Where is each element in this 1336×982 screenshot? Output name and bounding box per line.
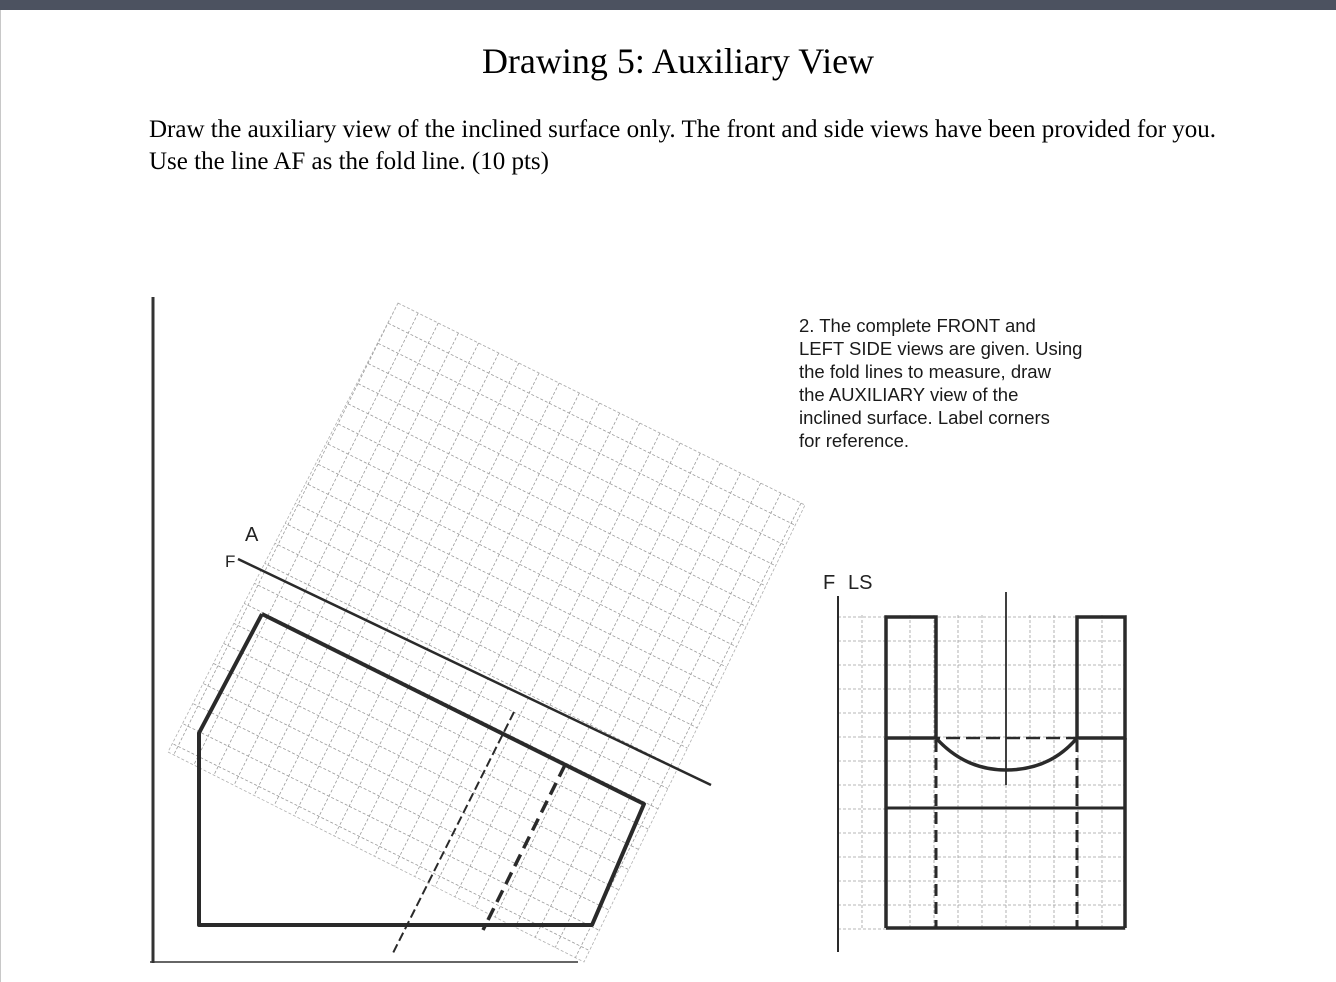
fold-label-f: F [225,552,236,571]
front-view-hidden-line [483,765,565,930]
grid-line [0,507,904,982]
grid-line [220,0,1020,982]
grid-line [381,0,1181,982]
grid-line [199,0,999,982]
grid-line [240,0,1040,982]
auxiliary-grid-border [168,303,805,962]
side-view-left-upright [886,617,936,738]
grid-line [0,64,1124,864]
grid-line [582,0,1336,982]
grid-line [320,0,1120,982]
grid-line [18,0,818,982]
side-view-right-upright [1077,617,1125,738]
page-title: Drawing 5: Auxiliary View [481,41,875,81]
grid-line [38,0,838,982]
fold-label-a: A [245,524,259,546]
grid-line [139,0,939,982]
front-view-outline [199,614,644,925]
side-fold-label-ls: LS [848,572,873,594]
grid-line [58,0,858,982]
grid-line [562,0,1336,982]
grid-line [300,0,1100,982]
grid-line [0,145,1084,945]
front-view-inner-line [392,712,514,955]
grid-line [522,0,1322,982]
grid-line [179,0,979,982]
grid-line [119,0,919,982]
grid-line [481,0,1281,982]
grid-line [340,0,1140,982]
grid-line [441,0,1241,982]
grid-line [401,0,1201,982]
grid-line [0,467,924,982]
grid-line [0,487,914,982]
problem-instructions: 2. The complete FRONT and LEFT SIDE views are given. Using the fold lines to measure, draw the AUXILIARY view of the inclined surface. Label corners for reference. [799,315,1083,451]
fold-line-af [238,559,711,785]
side-fold-label-f: F [823,572,836,594]
grid-line [421,0,1221,982]
grid-line [0,84,1114,884]
instructions-text: Draw the auxiliary view of the inclined surface only. The front and side views have been provided for you. Use the line AF as the fold line. (10 pts) [149,116,1217,175]
grid-line [99,0,899,982]
grid-line [280,0,1080,982]
grid-line [0,366,974,982]
grid-line [502,0,1302,982]
side-view-grid [838,610,1128,935]
grid-line [602,0,1336,982]
grid-line [542,0,1336,982]
grid-line [0,185,1064,982]
grid-line [0,165,1074,965]
